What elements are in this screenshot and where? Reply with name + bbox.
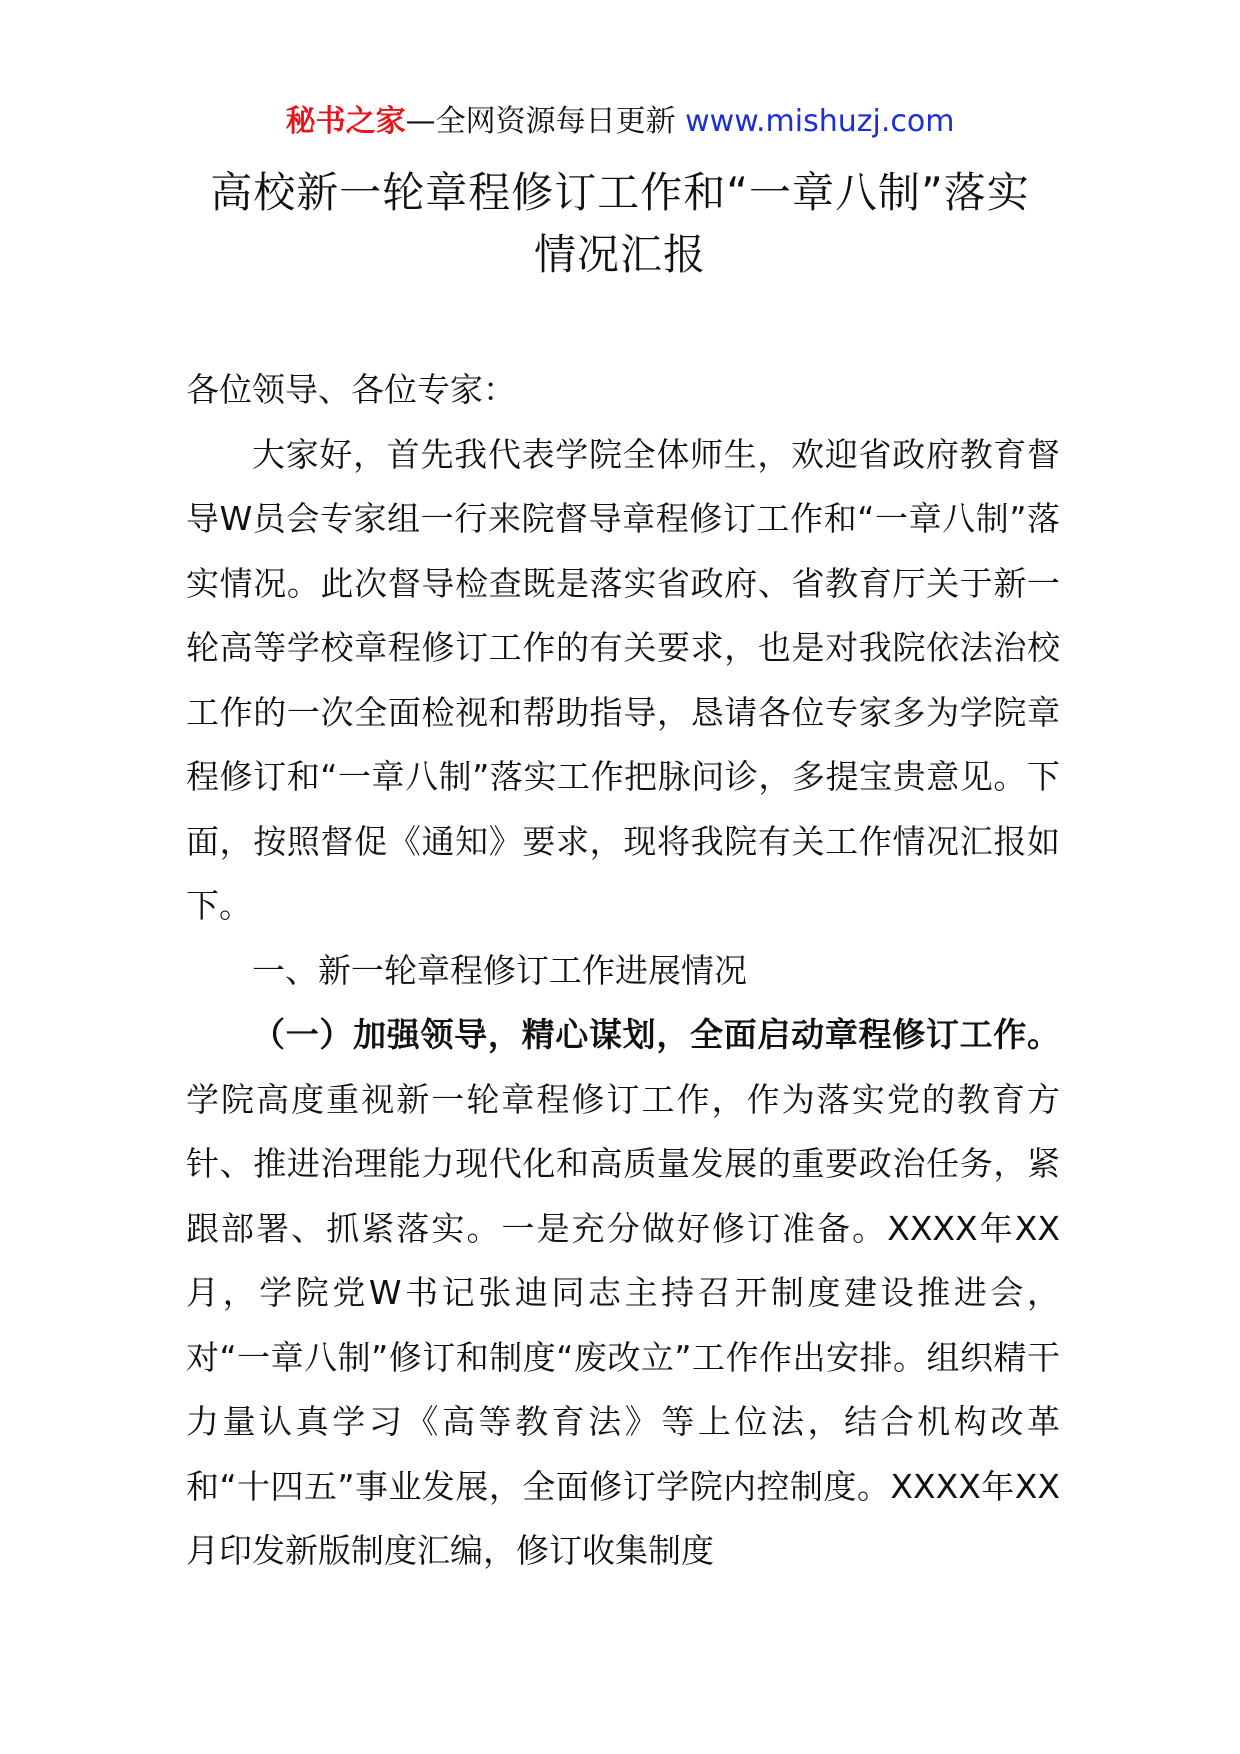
subsection-text: 学院高度重视新一轮章程修订工作，作为落实党的教育方针、推进治理能力现代化和高质量发展的重要政治任务，紧跟部署、抓紧落实。一是充分做好修订准备。XXXX年XX月，学院党W书记张迪同志主持召开制度建设推进会，对“一章八制”修订和制度“废改立”工作作出安排。组织精干力量认真学习《高等教育法》等上位法，结合机构改革和“十四五”事业发展，全面修订学院内控制度。XXXX年XX月印发新版制度汇编，修订收集制度 [186,1079,1060,1570]
subsection-paragraph [186,1003,1060,1584]
document-body [186,358,1060,1584]
source-header [0,100,1240,144]
title-line-1: 高校新一轮章程修订工作和“一章八制”落实 [210,168,1030,217]
document-title [0,162,1240,286]
section-heading: 一、新一轮章程修订工作进展情况 [252,950,747,990]
website-link[interactable]: www.mishuzj.com [685,104,955,139]
opening-paragraph: 大家好，首先我代表学院全体师生，欢迎省政府教育督导W员会专家组一行来院督导章程修订工作和“一章八制”落实情况。此次督导检查既是落实省政府、省教育厅关于新一轮高等学校章程修订工作的有关要求，也是对我院依法治校工作的一次全面检视和帮助指导，恳请各位专家多为学院章程修订和“一章八制”落实工作把脉问诊，多提宝贵意见。下面，按照督促《通知》要求，现将我院有关工作情况汇报如下。 [186,434,1060,925]
salutation: 各位领导、各位专家： [186,370,516,409]
brand-name: 秘书之家 [285,104,406,139]
header-slogan: —全网资源每日更新 [405,104,686,139]
title-line-2: 情况汇报 [533,230,706,279]
subsection-heading: （一）加强领导，精心谋划，全面启动章程修订工作。 [252,1015,1060,1054]
